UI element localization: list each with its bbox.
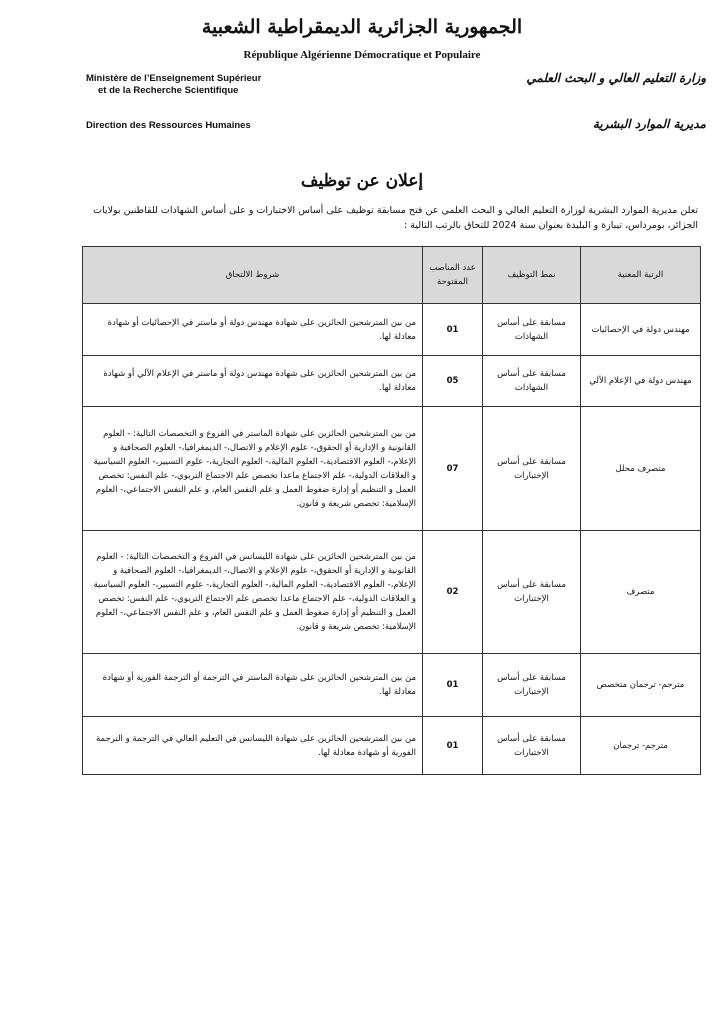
header-conditions: شروط الالتحاق [83, 247, 423, 304]
cell-rank: مهندس دولة في الإحصائيات [581, 304, 701, 356]
cell-mode: مسابقة على أساس الشهادات [483, 356, 581, 407]
cell-mode: مسابقة على أساس الشهادات [483, 304, 581, 356]
republic-title-arabic: الجمهورية الجزائرية الديمقراطية الشعبية [201, 16, 523, 38]
cell-conditions: من بين المترشحين الحائزين على شهادة الليسانس في الفروع و التخصصات التالية: - العلوم القانونية و الإدارية أو الحقوق،- علوم الإعلام و الاتصال،- الديمغرافيا،- العلوم الصحافية و الإعلام،- العلوم الاقتصادية،- العلوم المالية،- العلوم التجارية،- علوم التسيير،- العلوم السياسية و العلاقات الدولية،- علم الاجتماع ماعدا تخصص علم الاجتماع التربوي،- علم النفس: تخصص العمل و التنظيم أو إدارة ضغوط العمل و علم النفس العام، و علم النفس الاجتماعي،- العلوم الإسلامية: تخصص شريعة و قانون. [83, 531, 423, 654]
cell-conditions: من بين المترشحين الحائزين على شهادة الماستر في الترجمة أو الترجمة الفورية أو شهادة معادلة لها. [83, 654, 423, 717]
direction-french: Direction des Ressources Humaines [86, 120, 251, 131]
cell-conditions: من بين المترشحين الحائزين على شهادة الليسانس في التعليم العالي في الترجمة و الترجمة الفورية أو شهادة معادلة لها. [83, 717, 423, 775]
cell-rank: متصرف محلل [581, 407, 701, 531]
cell-count: 02 [423, 531, 483, 654]
cell-mode: مسابقة على أساس الاختبارات [483, 717, 581, 775]
table-row [83, 356, 701, 407]
table-row [83, 304, 701, 356]
cell-count: 01 [423, 717, 483, 775]
table-header-row [83, 247, 701, 304]
table-row [83, 531, 701, 654]
ministry-arabic: وزارة التعليم العالي و البحث العلمي [526, 71, 706, 85]
cell-count: 01 [423, 654, 483, 717]
cell-count: 07 [423, 407, 483, 531]
cell-conditions: من بين المترشحين الحائزين على شهادة مهندس دولة أو ماستر في الإعلام الآلي أو شهادة معادلة لها. [83, 356, 423, 407]
table-row [83, 717, 701, 775]
header-count: عدد المناصب المفتوحة [423, 247, 483, 304]
table-row [83, 407, 701, 531]
republic-title-french: République Algérienne Démocratique et Populaire [243, 49, 481, 61]
header-rank: الرتبة المعنية [581, 247, 701, 304]
header-mode: نمط التوظيف [483, 247, 581, 304]
announcement-intro: تعلن مديرية الموارد البشرية لوزارة التعليم العالي و البحث العلمي عن فتح مسابقة توظيف على أساس الاختبارات و على أساس الشهادات للقاطنين بولايات الجزائر، بومرداس، تيبازة و البليدة بعنوان سنة 2024 للتحاق بالرتب التالية : [93, 205, 698, 231]
cell-rank: مترجم- ترجمان [581, 717, 701, 775]
ministry-french-line2: et de la Recherche Scientifique [98, 85, 239, 96]
cell-count: 01 [423, 304, 483, 356]
ministry-french-line1: Ministère de l’Enseignement Supérieur [86, 73, 262, 84]
cell-rank: متصرف [581, 531, 701, 654]
cell-rank: مترجم- ترجمان متخصص [581, 654, 701, 717]
jobs-table [82, 246, 701, 775]
cell-conditions: من بين المترشحين الحائزين على شهادة مهندس دولة أو ماستر في الإحصائيات أو شهادة معادلة لها. [83, 304, 423, 356]
direction-arabic: مديرية الموارد البشرية [592, 117, 706, 131]
cell-count: 05 [423, 356, 483, 407]
cell-mode: مسابقة على أساس الإختبارات [483, 654, 581, 717]
cell-mode: مسابقة على أساس الإختبارات [483, 407, 581, 531]
table-row [83, 654, 701, 717]
announcement-title: إعلان عن توظيف [300, 171, 424, 191]
cell-conditions: من بين المترشحين الحائزين على شهادة الماستر في الفروع و التخصصات التالية: - العلوم القانونية و الإدارية أو الحقوق،- علوم الإعلام و الاتصال،- الديمغرافيا،- العلوم الصحافية و الإعلام،- العلوم الاقتصادية،- العلوم المالية،- العلوم التجارية،- علوم التسيير،- العلوم السياسية و العلاقات الدولية،- علم الاجتماع ماعدا تخصص علم الاجتماع التربوي،- علم النفس: تخصص العمل و التنظيم أو إدارة ضغوط العمل و علم النفس العام، و علم النفس الاجتماعي،- العلوم الإسلامية: تخصص شريعة و قانون. [83, 407, 423, 531]
cell-rank: مهندس دولة في الإعلام الآلي [581, 356, 701, 407]
cell-mode: مسابقة على أساس الإختبارات [483, 531, 581, 654]
